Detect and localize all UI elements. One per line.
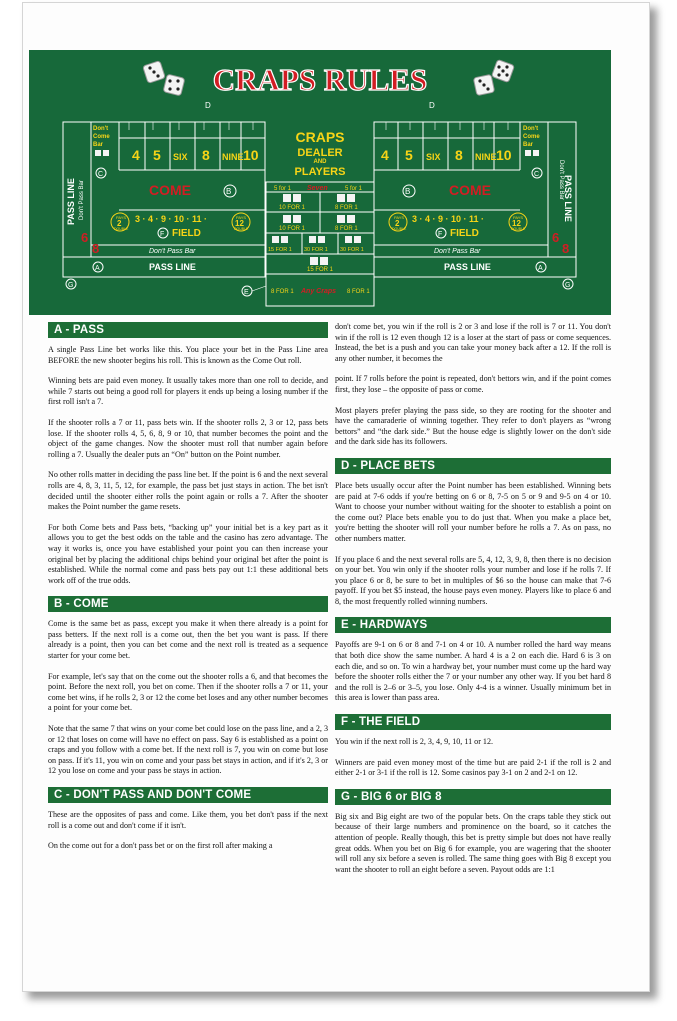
number-10-left: 10 xyxy=(243,147,259,163)
marker-a-right: A xyxy=(538,265,543,272)
section-d-heading: D - PLACE BETS xyxy=(335,458,611,474)
field-pays-12-right-c: DOUBLE xyxy=(511,227,526,231)
prop-seven-label: Seven xyxy=(307,185,328,192)
section-a-para-5: For both Come bets and Pass bets, “backing up” your initial bet is a key part as it allows you to get the best odds on the table and the casino has zero advantage. The way it works is, once you have established your point you can then increase your original bet by placing the additional chips behind your original bet after the point is established. While the normal come and pass bets pay out 1:1 these additional bets work off of the true odds. xyxy=(48,522,328,585)
dont-come-bar-right-1: Don't xyxy=(523,126,539,132)
marker-b-right: B xyxy=(405,187,411,196)
prop-hard-4: 8 FOR 1 xyxy=(335,226,358,232)
field-pays-12-right-b: 12 xyxy=(512,219,521,228)
number-5-left: 5 xyxy=(153,147,161,163)
right-column xyxy=(335,322,611,885)
section-f-para-2: Winners are paid even money most of the time but are paid 2-1 if the roll is 2 and either 2-1 or 3-1 if the roll is 12. Some casinos pay 3-1 on 2 and 2-1 on 12. xyxy=(335,757,611,778)
dont-come-bar-right-3: Bar xyxy=(523,142,534,148)
dice-left-icon xyxy=(143,61,185,96)
section-e-para-1: Payoffs are 9-1 on 6 or 8 and 7-1 on 4 or 10. A number rolled the hard way means that both dice show the same number. A hard 4 is a 2 on each die. Hard 6 is 3 on each die, and so on. To win a hardway bet, your number must come up the hard way before the shooter rolls either the 7 or your number any other way. If you bet hard 8 and the roll is 2–6 or 3–5, you lose. Only 4-4 is a winner. Usually minimum bet in this area is lower than pass area. xyxy=(335,640,611,703)
craps-table-banner xyxy=(29,50,611,315)
marker-f-right: F xyxy=(438,231,443,238)
number-10-right: 10 xyxy=(496,147,512,163)
field-pays-2-right-a: PAYS xyxy=(394,215,405,220)
field-pays-12-c: DOUBLE xyxy=(234,227,249,231)
prop-hard-6: 10 FOR 1 xyxy=(279,205,306,211)
prop-eleven: 15 FOR 1 xyxy=(307,267,334,273)
section-b-heading: B - COME xyxy=(48,596,328,612)
dont-come-bar-left-1: Don't xyxy=(93,126,109,132)
marker-e: E xyxy=(244,289,249,296)
section-c-heading: C - DON'T PASS AND DON'T COME xyxy=(48,787,328,803)
section-a-para-4: No other rolls matter in deciding the pass line bet. If the point is 6 and the next several rolls are 4, 8, 3, 11, 5, 12, for example, the pass bet just stays in action. The bet isn't decided until the shooter either rolls the point again or rolls a 7. After the shooter makes the Point number the game resets. xyxy=(48,470,328,512)
section-b-para-2: For example, let's say that on the come out the shooter rolls a 6, and that becomes the point. Before the next roll, you bet on come. Then if the shooter rolls a 7 or 11, your come bet wins, if he rolls 2, 3 or 12 the come bet loses and any other number becomes a point for your come bet. xyxy=(48,671,328,713)
bar-die-left-b xyxy=(103,150,109,156)
section-b-para-1: Come is the same bet as pass, except you make it when there already is a point for pass betters. If the next roll is a come out, then the bet you want is pass. If there already is a point, then you can bet come and the next roll is treated as a sequence starter for your come bet. xyxy=(48,619,328,661)
left-column xyxy=(48,322,328,862)
title-text: CRAPS RULES xyxy=(212,62,428,97)
section-d-para-2: If you place 6 and the next several rolls are 5, 4, 12, 3, 9, 8, then there is no decision on your bet. You win only if the shooter rolls your number and lose if he rolls 7. If you place 6 or 8, be sure to bet in multiples of $6 so the house can make that 7-6 payoff. If you bet $5 instead, the house pays even money. Players like to place 6 and 8, the most frequently rolled winning numbers. xyxy=(335,554,611,606)
section-g-heading: G - BIG 6 or BIG 8 xyxy=(335,789,611,805)
number-4-right: 4 xyxy=(381,147,389,163)
section-c-cont-para-1: don't come bet, you win if the roll is 2 or 3 and lose if the roll is 7 or 11. You don't win if the roll is 12 even though 12 is a loser at the start of pass or come sequences. Instead, the bet is a push and you can take your money back after a 12. If the roll is any other number, it becomes the xyxy=(335,322,611,363)
come-left: COME xyxy=(149,182,191,198)
prop-seven-left: 5 for 1 xyxy=(274,186,292,192)
field-right: FIELD xyxy=(450,228,479,239)
dont-pass-bar-left: Don't Pass Bar xyxy=(149,248,196,255)
center-title-3: AND xyxy=(313,159,327,165)
pass-line-vertical-left: PASS LINE xyxy=(66,178,76,225)
pass-line-right: PASS LINE xyxy=(444,262,491,272)
prop-any-craps-right: 8 FOR 1 xyxy=(347,289,370,295)
field-pays-2-b: 2 xyxy=(117,219,122,228)
marker-g-right: G xyxy=(565,282,571,289)
number-4-left: 4 xyxy=(132,147,140,163)
number-8-left: 8 xyxy=(202,147,210,163)
field-pays-12-a: PAYS xyxy=(236,215,247,220)
dice-right-icon xyxy=(473,59,514,95)
prop-any-craps-left: 8 FOR 1 xyxy=(271,289,294,295)
section-c-cont-para-3: Most players prefer playing the pass side, so they are rooting for the shooter and have the camaraderie of winning together. They refer to don't players as “wrong bettors” and “the dark side.” But the house edge is slightly lower on the don't side and the dark side has its followers. xyxy=(335,405,611,447)
section-c-cont-para-2: point. If 7 rolls before the point is repeated, don't bettors win, and if the point comes first, they lose – the opposite of pass or come. xyxy=(335,374,611,394)
bar-die-left-a xyxy=(95,150,101,156)
dont-come-bar-left-3: Bar xyxy=(93,142,104,148)
section-a-para-3: If the shooter rolls a 7 or 11, pass bets win. If the shooter rolls 2, 3 or 12, pass bets lose. If the shooter rolls 4, 5, 6, 8, 9 or 10, that number becomes the point and the object of the game changes. Now the shooter must roll that number again before rolling a 7. Usually the dealer puts an “On” button on the Point number. xyxy=(48,417,328,459)
section-g-para-1: Big six and Big eight are two of the popular bets. On the craps table they stick out because of their large numbers and prominence on the board, so it catches the attention of people. Really though, this bet is pretty simple but does not have really great odds. When you bet on Big 6 for example, you are wagering that the shooter will roll any six before a seven is rolled. The same thing goes with Big 8 except you want the shooter to roll an eight before a seven. Payout odds are 1:1 xyxy=(335,811,611,874)
center-title-1: CRAPS xyxy=(295,129,345,145)
field-numbers-right: 3 · 4 · 9 · 10 · 11 · xyxy=(412,214,485,224)
marker-a-left: A xyxy=(95,265,100,272)
field-pays-2-right-b: 2 xyxy=(395,219,400,228)
dont-come-bar-left-2: Come xyxy=(93,134,110,140)
marker-c-right: C xyxy=(534,171,540,178)
prop-hard-10: 8 FOR 1 xyxy=(335,205,358,211)
big-6-left: 6 xyxy=(81,230,89,245)
field-pays-2-right-c: DOUBLE xyxy=(392,227,407,231)
section-a-para-2: Winning bets are paid even money. It usually takes more than one roll to decide, and while 7 starts out being a good roll for players it ends up being a losing number if the first roll isn't a 7. xyxy=(48,376,328,407)
number-nine-right: NINE xyxy=(475,152,497,162)
section-c-para-2: On the come out for a don't pass bet or on the first roll after making a xyxy=(48,841,273,851)
prop-horn-2: 30 FOR 1 xyxy=(304,247,328,253)
center-title-4: PLAYERS xyxy=(294,166,346,178)
number-six-right: SIX xyxy=(426,152,441,162)
prop-seven-right: 5 for 1 xyxy=(345,186,363,192)
number-8-right: 8 xyxy=(455,147,463,163)
marker-d-left: D xyxy=(205,101,211,110)
prop-horn-12: 30 FOR 1 xyxy=(340,247,364,253)
marker-e-pointer xyxy=(252,286,266,291)
section-c-para-1: These are the opposites of pass and come. Like them, you bet don't pass if the next roll is a come out and don't come if it isn't. xyxy=(48,810,328,830)
marker-d-right: D xyxy=(429,101,435,110)
field-pays-2-a: PAYS xyxy=(116,215,127,220)
section-d-para-1: Place bets usually occur after the Point number has been established. Winning bets are paid at 7-6 odds if you're betting on 6 or 8, 7-5 on 5 or 9 and 9-5 on 4 or 10. Want to choose your number without waiting for the shooter to establish a point on the come out? Place bets enable you to do just that. When you make a place bet, you're betting the shooter will roll your number before he rolls a 7. As on pass, no other numbers matter. xyxy=(335,480,611,543)
big-8-right: 8 xyxy=(562,241,570,256)
field-numbers-left: 3 · 4 · 9 · 10 · 11 · xyxy=(135,214,208,224)
big-6-right: 6 xyxy=(552,230,560,245)
bar-die-right-a xyxy=(525,150,531,156)
section-f-heading: F - THE FIELD xyxy=(335,714,611,730)
prop-horn-3: 15 FOR 1 xyxy=(268,247,292,253)
number-six-left: SIX xyxy=(173,152,188,162)
marker-f-left: F xyxy=(160,231,165,238)
dont-come-bar-right-2: Come xyxy=(523,134,540,140)
come-right: COME xyxy=(449,182,491,198)
dont-pass-bar-vertical-left: Don't Pass Bar xyxy=(79,180,85,220)
marker-g-left: G xyxy=(68,282,74,289)
prop-hard-8: 10 FOR 1 xyxy=(279,226,306,232)
section-f-para-1: You win if the next roll is 2, 3, 4, 9, 10, 11 or 12. xyxy=(335,737,494,747)
number-5-right: 5 xyxy=(405,147,413,163)
big-8-left: 8 xyxy=(92,241,100,256)
field-left: FIELD xyxy=(172,228,201,239)
section-a-para-1: A single Pass Line bet works like this. You place your bet in the Pass Line area BEFORE the new shooter begins his roll. This is known as the Come Out roll. xyxy=(48,345,328,365)
dont-pass-bar-right: Don't Pass Bar xyxy=(434,248,481,255)
marker-c-left: C xyxy=(98,171,104,178)
craps-table-diagram xyxy=(29,50,611,315)
number-nine-left: NINE xyxy=(222,152,244,162)
marker-b-left: B xyxy=(226,187,232,196)
bar-die-right-b xyxy=(533,150,539,156)
pass-line-vertical-right: PASS LINE xyxy=(563,175,573,222)
section-b-para-3: Note that the same 7 that wins on your come bet could lose on the pass line, and a 2, 3 or 12 that loses on come will have no effect on pass. Say 6 is established as a point on craps and you follow with a come bet. If the next roll is 7, you win on come but lose on pass. If it's 11, you win on come and your pass bet stays in action, and if it's 2, 3 or 12 you lose on come and your pass be stays in action. xyxy=(48,724,328,776)
section-a-heading: A - PASS xyxy=(48,322,328,338)
field-pays-12-right-a: PAYS xyxy=(513,215,524,220)
field-pays-2-c: DOUBLE xyxy=(114,227,129,231)
pass-line-left: PASS LINE xyxy=(149,262,196,272)
dont-pass-bar-vertical-right: Don't Pass Bar xyxy=(558,160,564,200)
field-pays-12-b: 12 xyxy=(235,219,244,228)
prop-any-craps-label: Any Craps xyxy=(301,288,337,295)
section-e-heading: E - HARDWAYS xyxy=(335,617,611,633)
center-title-2: DEALER xyxy=(297,147,343,159)
